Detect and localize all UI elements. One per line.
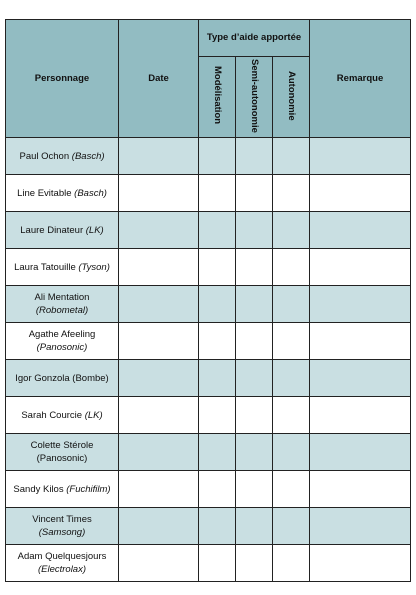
cell-date[interactable] — [119, 212, 199, 249]
character-brand: (Samsong) — [38, 527, 86, 538]
header-autonomie — [273, 57, 310, 138]
header-personnage: Personnage — [6, 20, 119, 138]
table-row — [6, 212, 411, 249]
header-autonomie-label: Autonomie — [286, 70, 298, 121]
character-brand: (Fuchifilm) — [66, 483, 111, 495]
cell-modelisation[interactable] — [199, 397, 236, 434]
cell-date[interactable] — [119, 323, 199, 360]
character-name: Colette Stérole — [30, 440, 94, 451]
table-row — [6, 323, 411, 360]
cell-modelisation[interactable] — [199, 360, 236, 397]
cell-semi-autonomie[interactable] — [236, 286, 273, 323]
character-name: Laure Dinateur — [20, 224, 84, 236]
character-name: Adam Quelquesjours — [17, 551, 107, 562]
character-brand: (Panosonic) — [36, 342, 88, 353]
cell-autonomie[interactable] — [273, 545, 310, 582]
character-name: Ali Mentation — [34, 292, 90, 303]
cell-personnage — [6, 286, 119, 323]
character-name: Igor Gonzola — [15, 372, 70, 384]
cell-remarque[interactable] — [310, 360, 411, 397]
cell-date[interactable] — [119, 138, 199, 175]
cell-modelisation[interactable] — [199, 175, 236, 212]
character-brand: (Basch) — [71, 150, 105, 162]
cell-remarque[interactable] — [310, 508, 411, 545]
header-modelisation-label: Modélisation — [212, 66, 223, 125]
cell-personnage — [6, 212, 119, 249]
table-body — [6, 138, 411, 582]
cell-modelisation[interactable] — [199, 286, 236, 323]
cell-semi-autonomie[interactable] — [236, 212, 273, 249]
cell-personnage — [6, 323, 119, 360]
cell-remarque[interactable] — [310, 323, 411, 360]
table-row — [6, 360, 411, 397]
cell-remarque[interactable] — [310, 212, 411, 249]
cell-personnage — [6, 471, 119, 508]
character-brand: (Bombe) — [72, 372, 109, 384]
cell-semi-autonomie[interactable] — [236, 545, 273, 582]
character-brand: (Panosonic) — [36, 453, 88, 464]
cell-modelisation[interactable] — [199, 323, 236, 360]
table-row — [6, 471, 411, 508]
character-table — [5, 19, 411, 582]
cell-autonomie[interactable] — [273, 471, 310, 508]
cell-autonomie[interactable] — [273, 360, 310, 397]
character-name: Laura Tatouille — [14, 261, 76, 273]
cell-autonomie[interactable] — [273, 286, 310, 323]
character-name: Sandy Kilos — [13, 483, 64, 495]
cell-semi-autonomie[interactable] — [236, 249, 273, 286]
cell-date[interactable] — [119, 286, 199, 323]
cell-date[interactable] — [119, 545, 199, 582]
cell-personnage — [6, 434, 119, 471]
character-name: Agathe Afeeling — [28, 329, 96, 340]
cell-remarque[interactable] — [310, 138, 411, 175]
cell-date[interactable] — [119, 434, 199, 471]
cell-date[interactable] — [119, 508, 199, 545]
cell-personnage — [6, 545, 119, 582]
table-row — [6, 138, 411, 175]
cell-date[interactable] — [119, 175, 199, 212]
cell-personnage — [6, 138, 119, 175]
cell-date[interactable] — [119, 397, 199, 434]
character-brand: (Robometal) — [35, 305, 89, 316]
cell-personnage — [6, 397, 119, 434]
character-brand: (Electrolax) — [37, 564, 87, 575]
cell-date[interactable] — [119, 249, 199, 286]
header-modelisation — [199, 57, 236, 138]
cell-personnage — [6, 249, 119, 286]
table-row — [6, 545, 411, 582]
cell-modelisation[interactable] — [199, 434, 236, 471]
cell-personnage — [6, 360, 119, 397]
cell-personnage — [6, 175, 119, 212]
cell-date[interactable] — [119, 471, 199, 508]
header-date: Date — [119, 20, 199, 138]
cell-personnage — [6, 508, 119, 545]
character-name: Line Evitable — [17, 187, 72, 199]
cell-remarque[interactable] — [310, 434, 411, 471]
cell-remarque[interactable] — [310, 175, 411, 212]
cell-modelisation[interactable] — [199, 471, 236, 508]
table-row — [6, 434, 411, 471]
character-brand: (LK) — [84, 409, 103, 421]
header-type-aide: Type d’aide apportée — [199, 20, 310, 57]
cell-remarque[interactable] — [310, 249, 411, 286]
character-brand: (LK) — [85, 224, 104, 236]
cell-semi-autonomie[interactable] — [236, 397, 273, 434]
cell-autonomie[interactable] — [273, 323, 310, 360]
cell-modelisation[interactable] — [199, 545, 236, 582]
cell-modelisation[interactable] — [199, 138, 236, 175]
character-brand: (Basch) — [74, 187, 107, 199]
character-brand: (Tyson) — [78, 261, 110, 273]
cell-semi-autonomie[interactable] — [236, 434, 273, 471]
cell-semi-autonomie[interactable] — [236, 360, 273, 397]
cell-modelisation[interactable] — [199, 249, 236, 286]
character-name: Sarah Courcie — [21, 409, 83, 421]
header-remarque: Remarque — [310, 20, 411, 138]
header-semi-autonomie — [236, 57, 273, 138]
character-name: Paul Ochon — [19, 150, 70, 162]
cell-autonomie[interactable] — [273, 138, 310, 175]
cell-autonomie[interactable] — [273, 175, 310, 212]
character-name: Vincent Times — [32, 514, 92, 525]
cell-semi-autonomie[interactable] — [236, 323, 273, 360]
cell-semi-autonomie[interactable] — [236, 508, 273, 545]
cell-remarque[interactable] — [310, 471, 411, 508]
table-row — [6, 286, 411, 323]
tracking-sheet — [5, 19, 411, 582]
cell-modelisation[interactable] — [199, 508, 236, 545]
cell-remarque[interactable] — [310, 286, 411, 323]
cell-autonomie[interactable] — [273, 434, 310, 471]
table-row — [6, 175, 411, 212]
header-semi-autonomie-label: Semi-autonomie — [249, 58, 260, 133]
cell-remarque[interactable] — [310, 545, 411, 582]
table-row — [6, 249, 411, 286]
cell-autonomie[interactable] — [273, 508, 310, 545]
cell-modelisation[interactable] — [199, 212, 236, 249]
table-row — [6, 397, 411, 434]
cell-semi-autonomie[interactable] — [236, 471, 273, 508]
cell-autonomie[interactable] — [273, 397, 310, 434]
cell-remarque[interactable] — [310, 397, 411, 434]
cell-date[interactable] — [119, 360, 199, 397]
cell-semi-autonomie[interactable] — [236, 138, 273, 175]
table-row — [6, 508, 411, 545]
cell-autonomie[interactable] — [273, 212, 310, 249]
cell-semi-autonomie[interactable] — [236, 175, 273, 212]
cell-autonomie[interactable] — [273, 249, 310, 286]
